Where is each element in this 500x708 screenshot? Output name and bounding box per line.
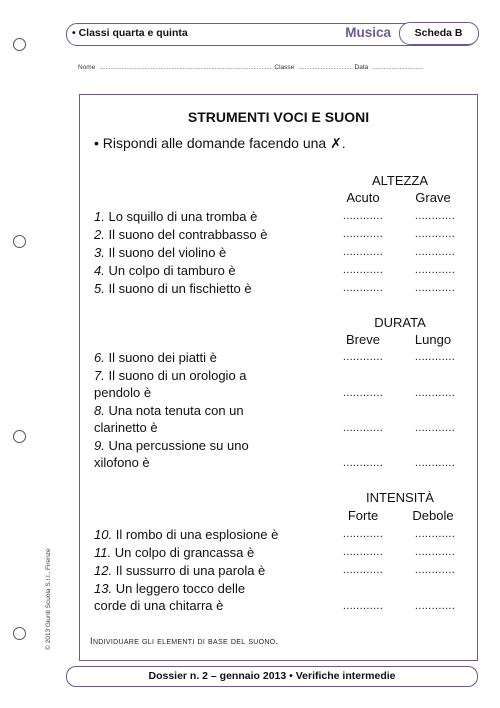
question: 4. Un colpo di tamburo è [94,263,236,278]
section-heading-altezza: ALTEZZA [371,173,429,188]
header-bar [66,23,478,46]
answer-blank[interactable]: ............ [342,546,384,558]
answer-blank[interactable]: ............ [342,387,384,399]
binder-hole [13,235,26,248]
classes-label: • Classi quarta e quinta [72,27,188,39]
answer-blank[interactable]: ............ [342,246,384,258]
worksheet-box [79,94,478,661]
answer-blank[interactable]: ............ [414,422,456,434]
question: 6. Il suono dei piatti è [94,350,217,365]
name-field[interactable]: ............................................................................................................ [99,64,273,71]
binder-hole [13,430,26,443]
answer-blank[interactable]: ............ [342,282,384,294]
date-field[interactable]: ................................ [372,64,424,71]
answer-blank[interactable]: ............ [414,546,456,558]
answer-blank[interactable]: ............ [342,600,384,612]
answer-blank[interactable]: ............ [342,457,384,469]
subject-label: Musica [345,25,391,40]
section-heading-intensita: INTENSITÀ [366,490,434,505]
question: 8. Una nota tenuta con un clarinetto è [94,403,244,435]
copyright-notice: © 2013 Giunti Scuola S.r.l., Firenze [45,548,52,650]
worksheet-title: STRUMENTI VOCI E SUONI [187,109,370,125]
question: 12. Il sussurro di una parola è [94,563,266,578]
question: 5. Il suono di un fischietto è [94,281,252,296]
answer-blank[interactable]: ............ [414,387,456,399]
instruction: • Rispondi alle domande facendo una ✗. [94,135,346,151]
column-lungo: Lungo [414,332,452,347]
answer-blank[interactable]: ............ [342,228,384,240]
answer-blank[interactable]: ............ [414,600,456,612]
column-forte: Forte [347,508,379,523]
section-heading-durata: DURATA [374,315,426,330]
answer-blank[interactable]: ............ [414,282,456,294]
answer-blank[interactable]: ............ [414,528,456,540]
date-label: Data [354,64,369,71]
question: 10. Il rombo di una esplosione è [94,527,279,542]
column-breve: Breve [346,332,380,347]
answer-blank[interactable]: ............ [414,228,456,240]
answer-blank[interactable]: ............ [342,264,384,276]
column-grave: Grave [415,190,451,205]
sheet-label: Scheda B [399,22,479,45]
answer-blank[interactable]: ............ [342,528,384,540]
column-debole: Debole [412,508,454,523]
question: 13. Un leggero tocco delle corde di una chitarra è [94,581,246,613]
answer-blank[interactable]: ............ [342,564,384,576]
name-label: Nome [78,64,96,71]
answer-blank[interactable]: ............ [414,351,456,363]
question: 2. Il suono del contrabbasso è [94,227,268,242]
answer-blank[interactable]: ............ [414,246,456,258]
question: 9. Una percussione su uno xilofono è [94,438,249,470]
answer-blank[interactable]: ............ [414,264,456,276]
answer-blank[interactable]: ............ [414,564,456,576]
question: 1. Lo squillo di una tromba è [94,209,258,224]
class-field[interactable]: .................................. [298,64,353,71]
class-label: Classe [274,64,295,71]
binder-hole [13,627,26,640]
answer-blank[interactable]: ............ [414,210,456,222]
question: 3. Il suono del violino è [94,245,227,260]
column-acuto: Acuto [346,190,380,205]
answer-blank[interactable]: ............ [342,351,384,363]
footer-bar: Dossier n. 2 – gennaio 2013 • Verifiche intermedie [66,666,478,687]
learning-objective-note: Individuare gli elementi di base del suono. [90,636,279,647]
question: 7. Il suono di un orologio a pendolo è [94,368,247,400]
answer-blank[interactable]: ............ [342,210,384,222]
answer-blank[interactable]: ............ [414,457,456,469]
question: 11. Un colpo di grancassa è [94,545,255,560]
answer-blank[interactable]: ............ [342,422,384,434]
binder-hole [13,38,26,51]
student-info-line [78,64,478,71]
